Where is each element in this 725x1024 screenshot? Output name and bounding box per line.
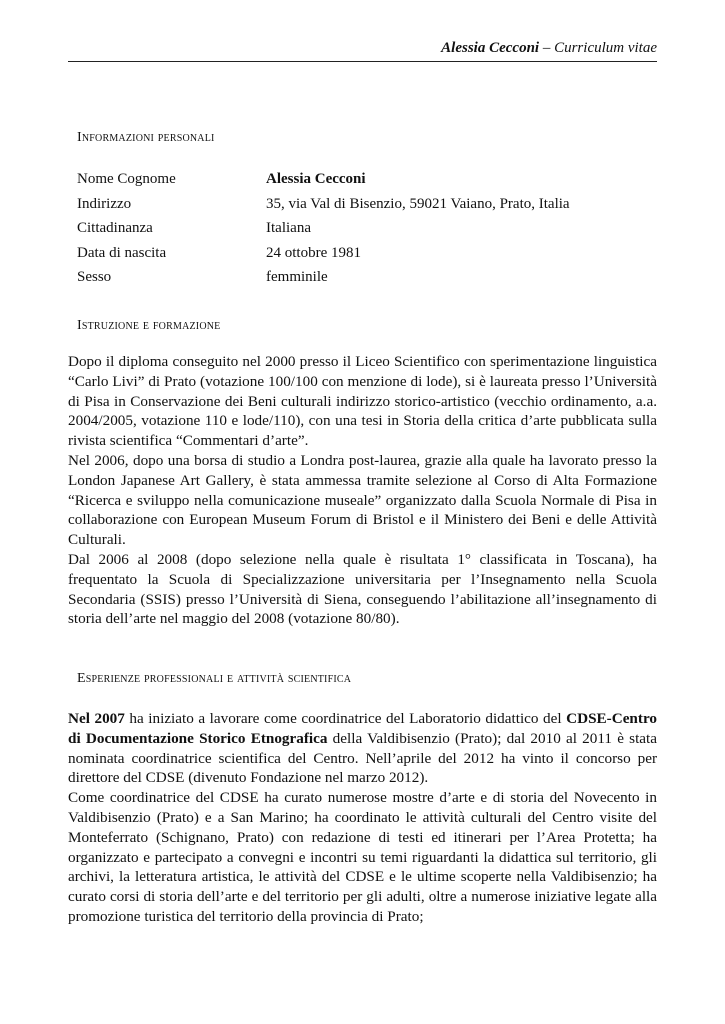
row-value: Italiana bbox=[266, 220, 311, 236]
personal-row-name bbox=[77, 167, 657, 192]
education-paragraph: Nel 2006, dopo una borsa di studio a Londra post-laurea, grazie alla quale ha lavorato presso la London Japanese Art Gallery, è stata ammessa tramite selezione al Corso di Alta Formazione “Ricerca e sviluppo nella comunicazione museale” organizzato dalla Scuola Normale di Pisa in collaborazione con European Museum Forum di Bristol e il Ministero dei Beni e delle Attività Culturali. bbox=[68, 451, 657, 549]
experience-body bbox=[68, 709, 657, 927]
experience-text: ha iniziato a lavorare come coordinatrice del Laboratorio didattico del bbox=[124, 710, 567, 727]
running-header bbox=[68, 40, 657, 57]
education-body bbox=[68, 352, 657, 629]
personal-row-citizenship bbox=[77, 216, 657, 241]
experience-year: Nel 2007 bbox=[68, 710, 125, 727]
row-label: Data di nascita bbox=[77, 244, 167, 261]
row-label: Indirizzo bbox=[77, 195, 132, 212]
personal-info-table bbox=[77, 167, 657, 290]
header-doc-type: Curriculum vitae bbox=[554, 40, 657, 56]
experience-org: CDSE-Centro di Documentazione Storico Etnografica bbox=[68, 710, 657, 747]
personal-row-birthdate bbox=[77, 241, 657, 266]
section-title-education: Istruzione e formazione bbox=[77, 318, 221, 333]
personal-row-address bbox=[77, 192, 657, 217]
experience-paragraph: Come coordinatrice del CDSE ha curato numerose mostre d’arte e di storia del Novecento in Valdibisenzio (Prato) e a San Marino; ha coordinato le attività culturali del Centro visite del Monteferrato (Schignano, Prato) con redazione di testi ed itinerari per l’Area Protetta; ha organizzato e partecipato a convegni e incontri su temi riguardanti la didattica sul territorio, gli archivi, la letteratura artistica, le attività del CDSE e le ultime scoperte nella Valdibisenzio; ha curato corsi di storia dell’arte e del territorio per gli adulti, oltre a numerose iniziative legate alla promozione turistica del territorio della provincia di Prato; bbox=[68, 789, 657, 925]
row-value: femminile bbox=[266, 269, 328, 285]
row-label: Sesso bbox=[77, 269, 112, 285]
row-value: 24 ottobre 1981 bbox=[266, 244, 361, 261]
row-label: Cittadinanza bbox=[77, 220, 153, 236]
section-title-personal: Informazioni personali bbox=[77, 130, 215, 145]
row-value: Alessia Cecconi bbox=[266, 171, 366, 187]
education-paragraph: Dal 2006 al 2008 (dopo selezione nella quale è risultata 1° classificata in Toscana), ha frequentato la Scuola di Specializzazione universitaria per l’Insegnamento nella Scuola Secondaria (SSIS) presso l’Università di Siena, conseguendo l’abilitazione all’insegnamento di storia dell’arte nel maggio del 2008 (votazione 80/80). bbox=[68, 550, 657, 628]
header-author: Alessia Cecconi bbox=[441, 40, 540, 56]
header-rule bbox=[68, 61, 657, 62]
row-value: 35, via Val di Bisenzio, 59021 Vaiano, Prato, Italia bbox=[266, 195, 570, 212]
experience-text: della Valdibisenzio (Prato); dal 2010 al 2011 è stata nominata coordinatrice scientifica del Centro. Nell’aprile del 2012 ha vinto il concorso per direttore del CDSE (divenuto Fondazione nel marzo 2012). bbox=[68, 729, 658, 787]
personal-row-sex bbox=[77, 265, 657, 290]
header-separator: – bbox=[539, 40, 555, 56]
section-title-experience: Esperienze professionali e attività scientifica bbox=[77, 671, 352, 686]
education-paragraph: Dopo il diploma conseguito nel 2000 presso il Liceo Scientifico con sperimentazione linguistica “Carlo Livi” di Prato (votazione 100/100 con menzione di lode), si è laureata presso l’Università di Pisa in Conservazione dei Beni culturali indirizzo storico-artistico (vecchio ordinamento, a.a. 2004/2005, votazione 110 e lode/110), con una tesi in Storia della critica d’arte pubblicata sulla rivista scientifica “Commentari d’arte”. bbox=[68, 353, 657, 450]
row-label: Nome Cognome bbox=[77, 171, 176, 187]
experience-paragraph bbox=[68, 709, 657, 788]
